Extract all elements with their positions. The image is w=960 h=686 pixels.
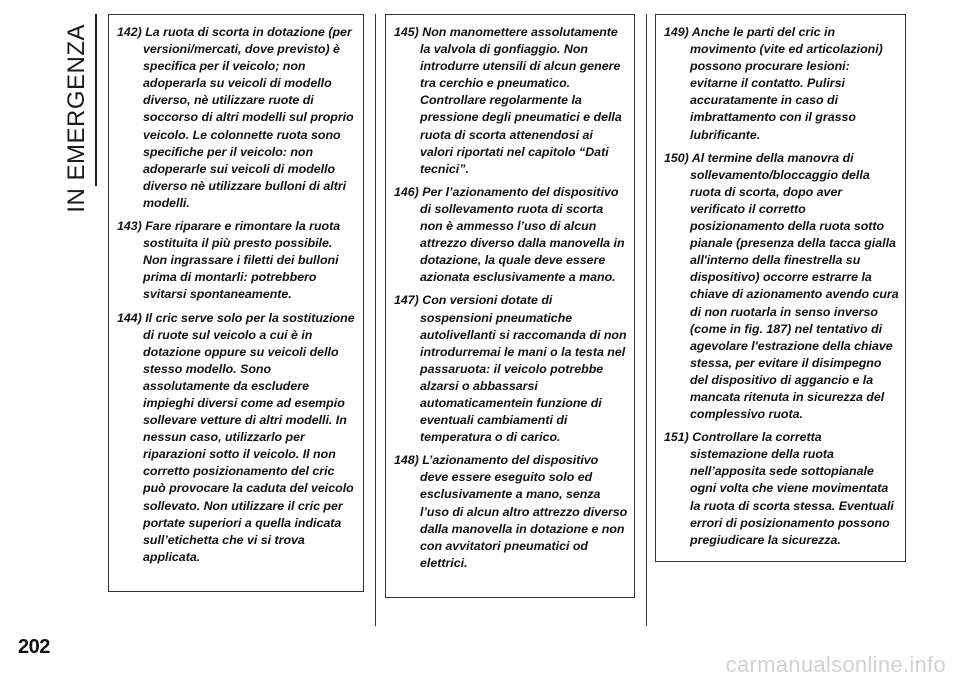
column-divider-2 [646,14,647,626]
note-150: 150) Al termine della manovra di sollevamento/bloccaggio della ruota di scorta, dopo aver verificato il corretto posizionamento della ruota sotto pianale (presenza della tacca gialla all'interno della finestrella su dispositivo) occorre estrarre la chiave di azionamento avendo cura di non ruotarla in senso inverso (come in fig. 187) nel tentativo di agevolare l'estrazione della chiave stessa, per evitare il disimpegno del dispositivo di aggancio e la mancata ritenuta in sicurezza del complessivo ruota. [664,150,899,422]
warning-box-2 [385,14,635,598]
note-147: 147) Con versioni dotate di sospensioni pneumatiche autolivellanti si raccomanda di non introdurremai le mani o la testa nel passaruota: il veicolo potrebbe alzarsi o abbassarsi automaticamentein funzione di eventuali cambiamenti di temperatura o di carico. [394,293,627,445]
watermark: carmanualsonline.info [725,652,946,677]
note-148: 148) L’azionamento del dispositivo deve essere eseguito solo ed esclusivamente a mano, senza l’uso di alcun altro attrezzo diverso dalla manovella in dotazione e non con avvitatori pneumatici od elettrici. [394,453,628,570]
note-143: 143) Fare riparare e rimontare la ruota sostituita il più presto possibile. Non ingrassare i filetti dei bulloni prima di montarli: potrebbero svitarsi spontaneamente. [117,219,341,302]
note-145: 145) Non manomettere assolutamente la valvola di gonfiaggio. Non introdurre utensili di alcun genere tra cerchio e pneumatico. Controllare regolarmente la pressione degli pneumatici e della ruota di scorta attenendosi ai valori riportati nel capitolo “Dati tecnici”. [394,25,622,176]
section-title-text: IN EMERGENZA [63,24,90,213]
note-144: 144) Il cric serve solo per la sostituzione di ruote sul veicolo a cui è in dotazione oppure su veicoli dello stesso modello. Sono assolutamente da escludere impieghi diversi come ad esempio sollevare vetture di altri modelli. In nessun caso, utilizzarlo per riparazioni sotto il veicolo. Il non corretto posizionamento del cric può provocare la caduta del veicolo sollevato. Non utilizzare il cric per portate superiori a quella indicata sull’etichetta che vi si trova applicata. [117,310,355,564]
note-142: 142) La ruota di scorta in dotazione (per versioni/mercati, dove previsto) è specifica per il veicolo; non adoperarla su veicoli di modello diverso, nè utilizzare ruote di soccorso di altri modelli sul proprio veicolo. Le colonnette ruota sono specifiche per il veicolo: non adoperarle sui veicoli di modello diverso nè utilizzare bulloni di altri modelli. [117,25,354,210]
warning-box-1 [108,14,364,592]
note-146: 146) Per l’azionamento del dispositivo di sollevamento ruota di scorta non è ammesso l’uso di alcun attrezzo diverso dalla manovella in dotazione, la quale deve essere azionata esclusivamente a mano. [394,184,625,285]
column-divider-1 [375,14,376,626]
warning-box-3 [655,14,906,562]
note-151: 151) Controllare la corretta sistemazione della ruota nell’apposita sede sottopianale ogni volta che viene movimentata la ruota di scorta stessa. Eventuali errori di posizionamento possono pregiudicare la sicurezza. [664,430,894,547]
section-title-bar [95,14,97,186]
note-149: 149) Anche le parti del cric in movimento (vite ed articolazioni) possono procurare lesioni: evitarne il contatto. Pulirsi accuratamente in caso di imbrattamento con il grasso lubrificante. [664,25,883,142]
page-number: 202 [18,636,50,658]
